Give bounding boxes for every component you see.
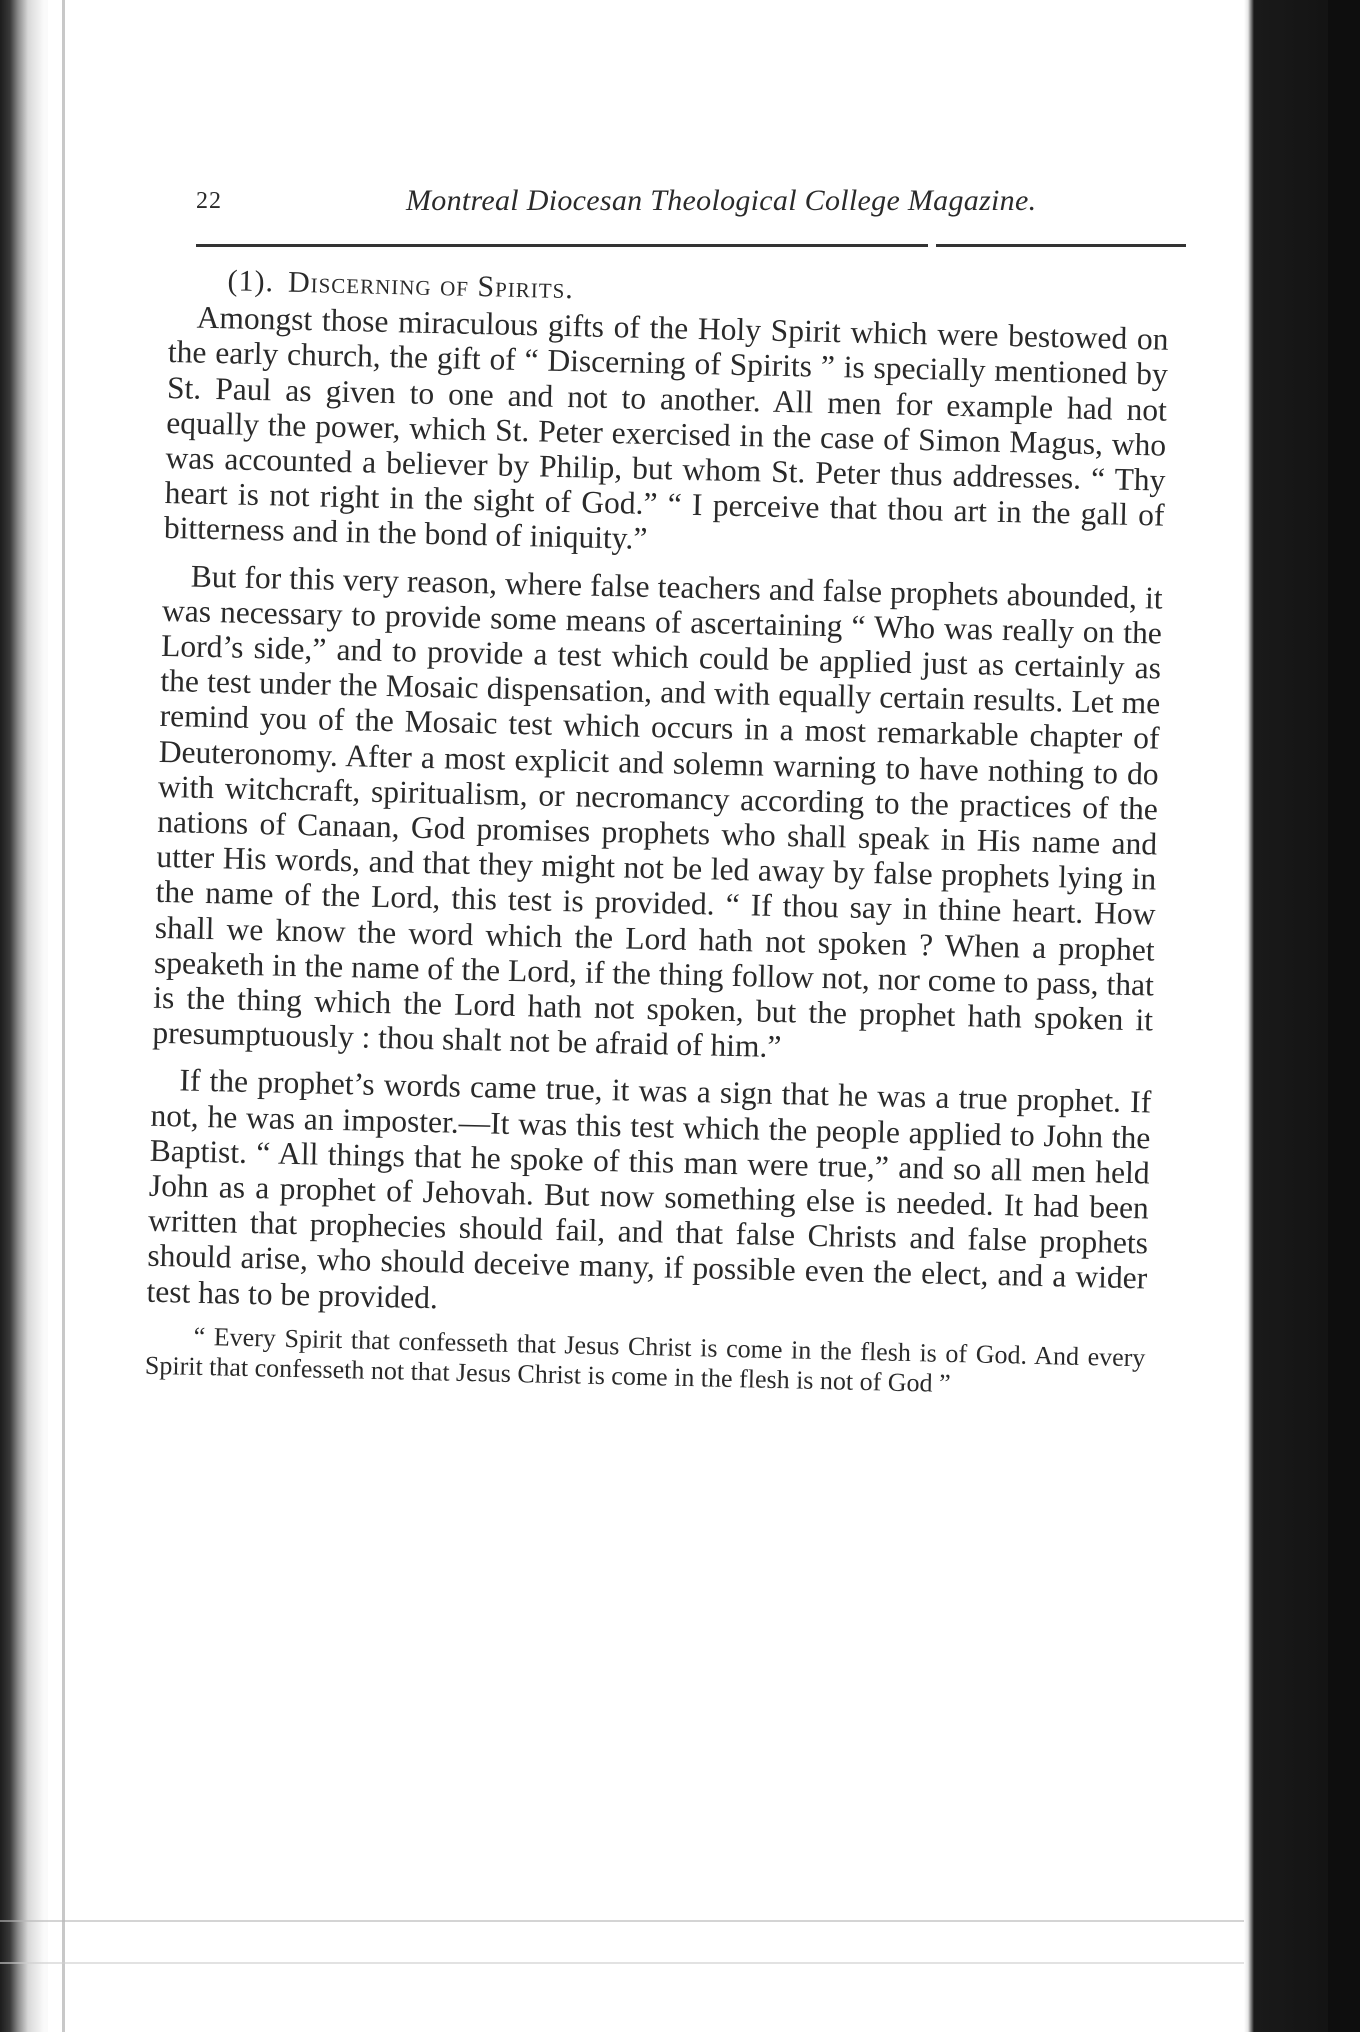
section-number: (1). <box>227 264 275 299</box>
page-bottom-edge <box>0 1920 1244 1964</box>
book-spine-strip <box>1328 0 1360 2032</box>
paragraph-3: If the prophet’s words came true, it was a sign that he was a true prophet. If not, he was an imposter.—It was this test which the people applied to John the Baptist. “ All things that he spoke of this man were true,” and so all men held John as a prophet of Jehovah. But now something else is needed. It had been written that prophecies should fail, and that false Christs and false prophets should arise, who should deceive many, if possible even the elect, and a wider test has to be provided. <box>146 1062 1152 1316</box>
paragraph-2: But for this very reason, where false teachers and false prophets abounded, it was necessary to provide some means of ascertaining “ Who was really on the Lord’s side,” and to provide a test which could be applied just as certainly as the test under the Mosaic dispensation, and with equally certain results. Let me remind you of the Mosaic test which occurs in a most remarkable chapter of Deuteronomy. After a most explicit and solemn warning to have nothing to do with witchcraft, spiritualism, or necromancy according to the practices of the nations of Canaan, God promises prophets who shall speak in His name and utter His words, and that they might not be led away by false prophets lying in the name of the Lord, this test is provided. “ If thou say in thine heart. How shall we know the word which the Lord hath not spoken ? When a prophet speaketh in the name of the Lord, if the thing follow not, nor come to pass, that is the thing which the Lord hath not spoken, but the prophet hath spoken it presumptuously : thou shalt not be afraid of him.” <box>152 558 1164 1065</box>
scripture-quote: “ Every Spirit that confesseth that Jesus Christ is come in the flesh is of God. And every Spirit that confesseth not that Jesus Christ is come in the flesh is not of God ” <box>144 1321 1146 1398</box>
journal-title: Montreal Diocesan Theological College Magazine. <box>406 184 1037 217</box>
header-rule <box>196 244 1186 247</box>
article-body <box>145 262 1170 1403</box>
page-left-edge-shadow <box>0 0 48 2032</box>
page-left-edge-line <box>62 0 65 2032</box>
page-number: 22 <box>196 188 222 214</box>
paragraph-1: Amongst those miraculous gifts of the Holy Spirit which were bestowed on the early church, the gift of “ Discerning of Spirits ” is specially mentioned by St. Paul as given to one and not to another. All men for example had not equally the power, which St. Peter exercised in the case of Simon Magus, who was accounted a believer by Philip, but whom St. Peter thus addresses. “ Thy heart is not right in the sight of God.” “ I perceive that thou art in the gall of bitterness and in the bond of iniquity.” <box>163 299 1169 557</box>
section-title: Discerning of Spirits. <box>287 265 575 306</box>
header-rule-break <box>928 242 936 249</box>
running-head <box>196 184 1196 244</box>
